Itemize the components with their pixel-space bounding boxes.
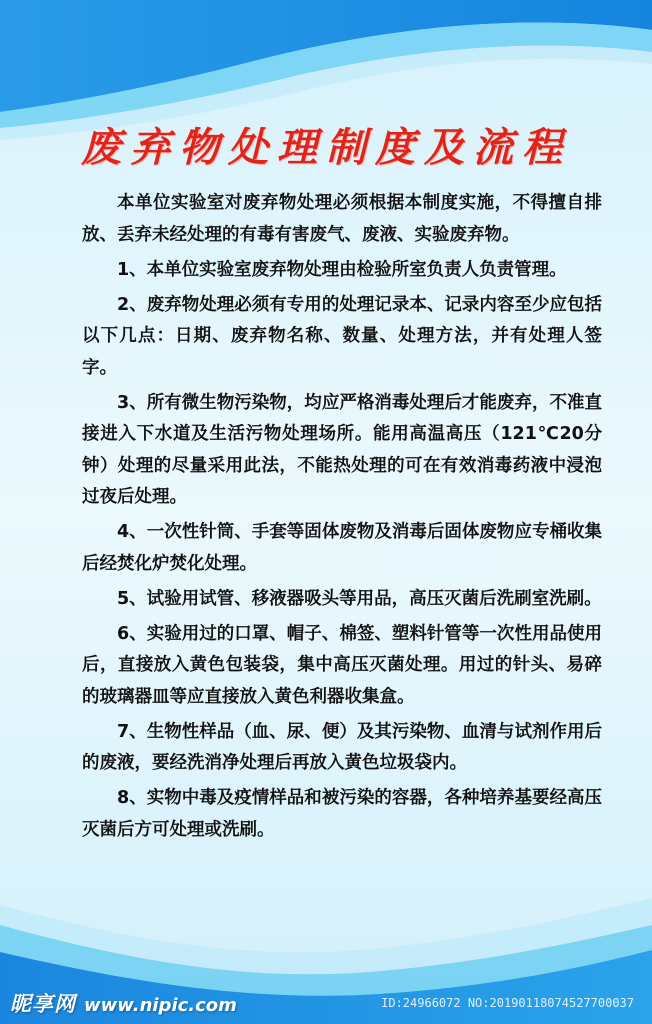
rule-item: 6、实验用过的口罩、帽子、棉签、塑料针管等一次性用品使用后，直接放入黄色包装袋，集中高压灭菌处理。用过的针头、易碎的玻璃器皿等应直接放入黄色利器收集盒。 <box>82 623 602 707</box>
rule-item: 5、试验用试管、移液器吸头等用品，高压灭菌后洗刷室洗刷。 <box>117 588 602 609</box>
watermark-logo-text: 昵享网 <box>10 992 76 1016</box>
regulation-body <box>82 188 602 850</box>
rule-item: 1、本单位实验室废弃物处理由检验所室负责人负责管理。 <box>117 259 567 280</box>
rule-item: 7、生物性样品（血、尿、便）及其污染物、血清与试剂作用后的废液，要经洗消净处理后再放入黄色垃圾袋内。 <box>82 721 602 773</box>
watermark-site: www.nipic.com <box>84 995 237 1016</box>
rule-item: 4、一次性针筒、手套等固体废物及消毒后固体废物应专桶收集后经焚化炉焚化处理。 <box>82 522 602 574</box>
rule-item: 3、所有微生物污染物，均应严格消毒处理后才能废弃，不准直接进入下水道及生活污物处理场所。能用高温高压（121℃20分钟）处理的尽量采用此法，不能热处理的可在有效消毒药液中浸泡过夜后处理。 <box>82 392 602 507</box>
intro-paragraph: 本单位实验室对废弃物处理必须根据本制度实施，不得擅自排放、丢弃未经处理的有毒有害废气、废液、实验废弃物。 <box>82 193 602 245</box>
rule-item: 2、废弃物处理必须有专用的处理记录本、记录内容至少应包括以下几点：日期、废弃物名称、数量、处理方法，并有处理人签字。 <box>82 294 602 378</box>
rule-item: 8、实物中毒及疫情样品和被污染的容器，各种培养基要经高压灭菌后方可处理或洗刷。 <box>82 788 602 840</box>
watermark-logo <box>10 988 237 1018</box>
watermark-id: ID:24966072 NO:20190118074527700037 <box>381 996 634 1010</box>
page-title: 废弃物处理制度及流程 <box>81 124 571 171</box>
